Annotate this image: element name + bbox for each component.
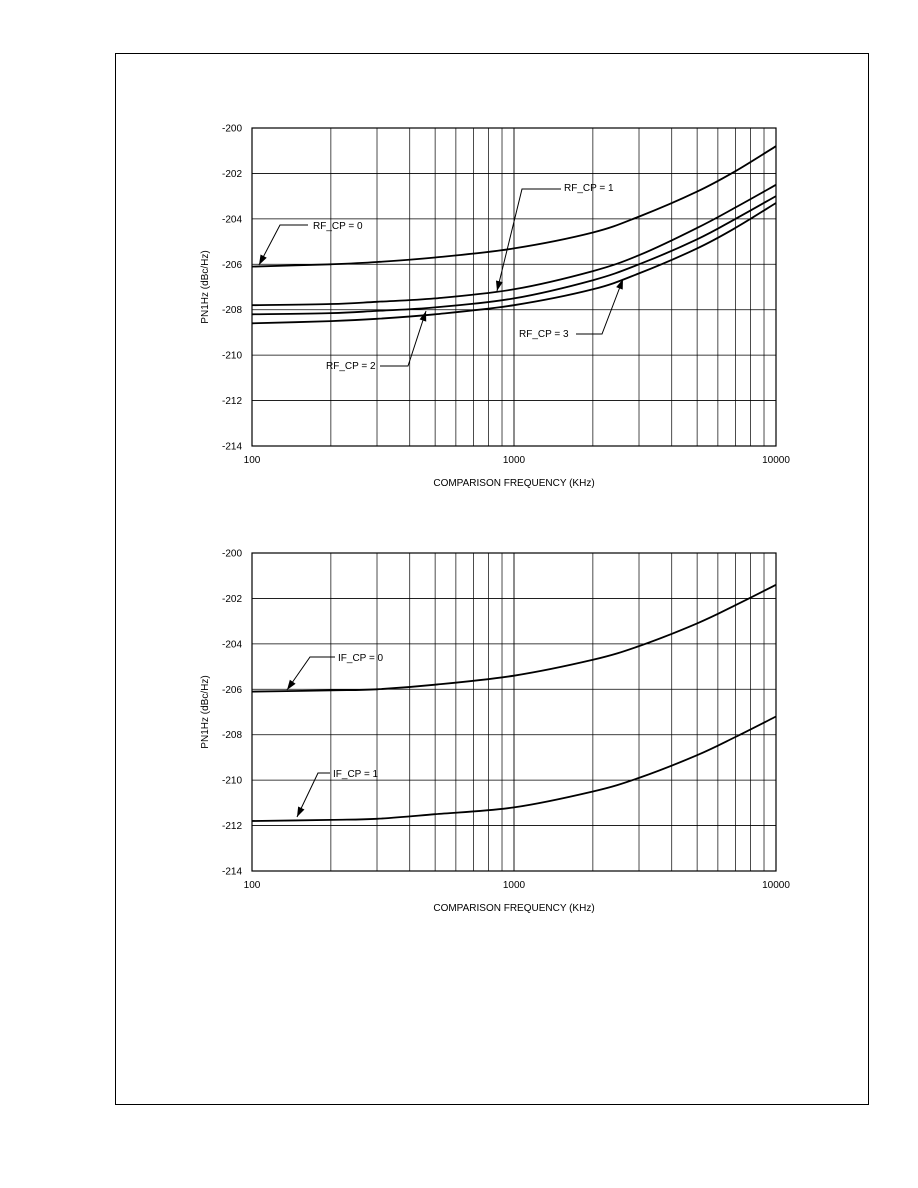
- y-tick-label: -212: [221, 396, 242, 408]
- y-tick-label: -200: [221, 123, 242, 135]
- callout-label: IF_CP = 0: [338, 653, 384, 664]
- callout-label: RF_CP = 1: [564, 183, 614, 194]
- callout-label: RF_CP = 2: [326, 361, 376, 372]
- x-axis-label: COMPARISON FREQUENCY (KHz): [433, 478, 595, 489]
- callout-label: RF_CP = 0: [313, 221, 363, 232]
- x-tick-label: 100: [243, 455, 261, 466]
- y-tick-label: -210: [221, 775, 242, 787]
- y-tick-label: -202: [221, 168, 242, 180]
- y-tick-label: -204: [221, 639, 242, 651]
- x-tick-label: 100: [243, 880, 261, 891]
- y-tick-label: -214: [221, 866, 242, 878]
- y-tick-label: -214: [221, 441, 242, 453]
- x-tick-label: 10000: [762, 455, 790, 466]
- y-tick-label: -200: [221, 548, 242, 560]
- x-tick-label: 1000: [502, 455, 526, 466]
- y-axis-label: PN1Hz (dBc/Hz): [200, 675, 211, 749]
- y-axis-label: PN1Hz (dBc/Hz): [200, 250, 211, 324]
- x-tick-label: 1000: [502, 880, 526, 891]
- y-tick-label: -208: [221, 305, 242, 317]
- y-tick-label: -202: [221, 593, 242, 605]
- rf-phase-noise-chart: [0, 110, 918, 500]
- y-tick-label: -210: [221, 350, 242, 362]
- y-tick-label: -204: [221, 214, 242, 226]
- y-tick-label: -212: [221, 821, 242, 833]
- y-tick-label: -208: [221, 730, 242, 742]
- y-tick-label: -206: [221, 684, 242, 696]
- callout-label: IF_CP = 1: [333, 769, 379, 780]
- x-axis-label: COMPARISON FREQUENCY (KHz): [433, 903, 595, 914]
- x-tick-label: 10000: [762, 880, 790, 891]
- if-phase-noise-chart: [0, 535, 918, 925]
- callout-label: RF_CP = 3: [519, 329, 569, 340]
- y-tick-label: -206: [221, 259, 242, 271]
